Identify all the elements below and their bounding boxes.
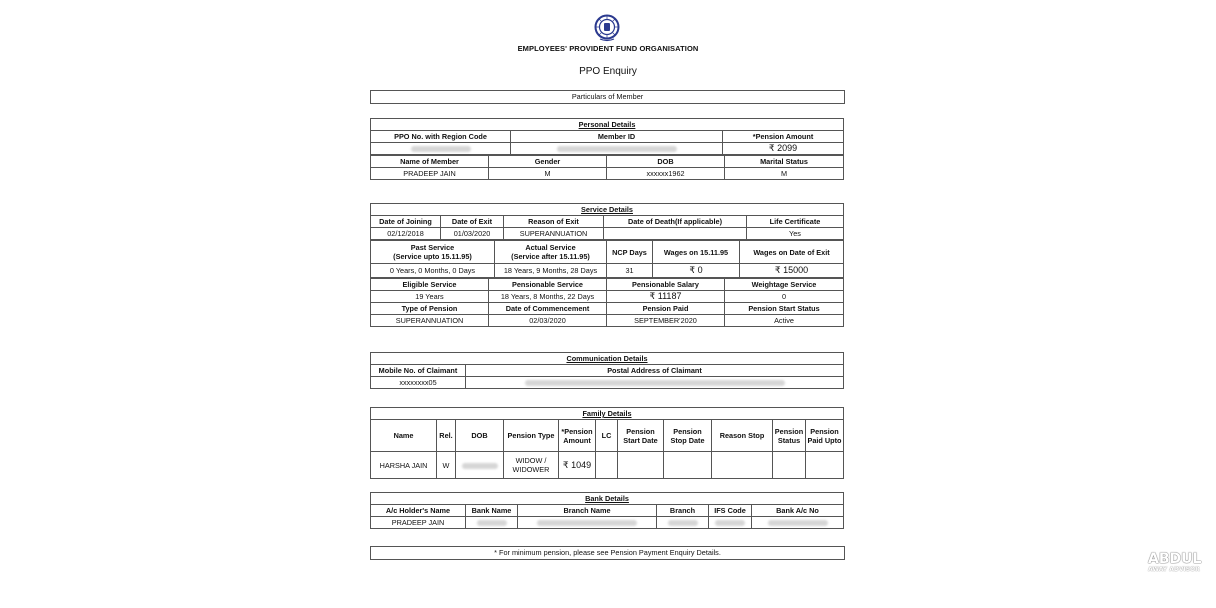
branch-header: Branch (657, 505, 709, 517)
member-gender: M (489, 168, 607, 180)
abdul-logo: ABDUL AWAY ADVISOR (1148, 551, 1202, 573)
bank-name-value (466, 517, 518, 529)
personal-details-title: Personal Details (371, 119, 844, 131)
eligible-service-value: 19 Years (371, 291, 489, 303)
family-header-cell: Pension Stop Date (664, 420, 712, 452)
start-status-header: Pension Start Status (725, 303, 844, 315)
dod-value (604, 228, 747, 240)
org-name: EMPLOYEES' PROVIDENT FUND ORGANISATION (517, 44, 699, 53)
service-details-title: Service Details (371, 204, 844, 216)
dod-header: Date of Death(If applicable) (604, 216, 747, 228)
member-id-header: Member ID (511, 131, 723, 143)
family-start-date (618, 452, 664, 479)
pensionable-salary-header: Pensionable Salary (607, 279, 725, 291)
pension-amount-header: *Pension Amount (723, 131, 844, 143)
family-header-cell: Rel. (437, 420, 456, 452)
family-header-cell: Name (371, 420, 437, 452)
reason-exit-value: SUPERANNUATION (504, 228, 604, 240)
ifs-header: IFS Code (709, 505, 752, 517)
family-details-section (370, 407, 843, 479)
family-header-cell: *Pension Amount (559, 420, 596, 452)
pension-paid-value: SEPTEMBER'2020 (607, 315, 725, 327)
doe-value: 01/03/2020 (441, 228, 504, 240)
family-header-cell: Pension Start Date (618, 420, 664, 452)
holder-header: A/c Holder's Name (371, 505, 466, 517)
name-header: Name of Member (371, 156, 489, 168)
actual-service-header: Actual Service (Service after 15.11.95) (495, 241, 607, 264)
bank-details-title: Bank Details (371, 493, 844, 505)
actual-service-value: 18 Years, 9 Months, 28 Days (495, 264, 607, 278)
family-lc (596, 452, 618, 479)
holder-value: PRADEEP JAIN (371, 517, 466, 529)
member-id-value (511, 143, 723, 155)
family-stop-date (664, 452, 712, 479)
branch-value (657, 517, 709, 529)
wages-1995-header: Wages on 15.11.95 (653, 241, 740, 264)
commencement-header: Date of Commencement (489, 303, 607, 315)
pension-amount-value: ₹ 2099 (723, 143, 844, 155)
pensionable-salary-value: ₹ 11187 (607, 291, 725, 303)
family-name: HARSHA JAIN (371, 452, 437, 479)
family-details-title: Family Details (371, 408, 844, 420)
epfo-emblem-icon (594, 14, 620, 42)
branch-name-value (518, 517, 657, 529)
account-no-header: Bank A/c No (752, 505, 844, 517)
doe-header: Date of Exit (441, 216, 504, 228)
marital-header: Marital Status (725, 156, 844, 168)
bank-name-header: Bank Name (466, 505, 518, 517)
particulars-title: Particulars of Member (370, 90, 845, 104)
pension-paid-header: Pension Paid (607, 303, 725, 315)
doj-header: Date of Joining (371, 216, 441, 228)
doj-value: 02/12/2018 (371, 228, 441, 240)
family-amount: ₹ 1049 (559, 452, 596, 479)
family-pension-type: WIDOW / WIDOWER (504, 452, 559, 479)
life-cert-value: Yes (747, 228, 844, 240)
family-paid-upto (806, 452, 844, 479)
family-header-cell: Pension Type (504, 420, 559, 452)
communication-details-section (370, 352, 843, 389)
family-rel: W (437, 452, 456, 479)
service-details-section (370, 203, 843, 327)
footnote: * For minimum pension, please see Pension Payment Enquiry Details. (370, 546, 845, 560)
communication-details-title: Communication Details (371, 353, 844, 365)
address-value (466, 377, 844, 389)
gender-header: Gender (489, 156, 607, 168)
family-status (773, 452, 806, 479)
mobile-value: xxxxxxxx05 (371, 377, 466, 389)
family-header-cell: Pension Paid Upto (806, 420, 844, 452)
member-dob: xxxxxx1962 (607, 168, 725, 180)
ppo-no-value (371, 143, 511, 155)
wages-exit-header: Wages on Date of Exit (740, 241, 844, 264)
family-header-row (371, 420, 844, 452)
family-header-cell: LC (596, 420, 618, 452)
pensionable-service-value: 18 Years, 8 Months, 22 Days (489, 291, 607, 303)
ncp-days-header: NCP Days (607, 241, 653, 264)
account-no-value (752, 517, 844, 529)
family-dob (456, 452, 504, 479)
page-title: PPO Enquiry (579, 66, 637, 77)
past-service-header: Past Service (Service upto 15.11.95) (371, 241, 495, 264)
pensionable-service-header: Pensionable Service (489, 279, 607, 291)
family-header-cell: Reason Stop (712, 420, 773, 452)
branch-name-header: Branch Name (518, 505, 657, 517)
family-header-cell: Pension Status (773, 420, 806, 452)
member-marital: M (725, 168, 844, 180)
bank-details-section (370, 492, 843, 529)
reason-exit-header: Reason of Exit (504, 216, 604, 228)
mobile-header: Mobile No. of Claimant (371, 365, 466, 377)
wages-exit-value: ₹ 15000 (740, 264, 844, 278)
ppo-no-header: PPO No. with Region Code (371, 131, 511, 143)
ifs-value (709, 517, 752, 529)
weightage-service-header: Weightage Service (725, 279, 844, 291)
start-status-value: Active (725, 315, 844, 327)
family-header-cell: DOB (456, 420, 504, 452)
dob-header: DOB (607, 156, 725, 168)
member-name: PRADEEP JAIN (371, 168, 489, 180)
ncp-days-value: 31 (607, 264, 653, 278)
weightage-service-value: 0 (725, 291, 844, 303)
commencement-value: 02/03/2020 (489, 315, 607, 327)
type-pension-value: SUPERANNUATION (371, 315, 489, 327)
eligible-service-header: Eligible Service (371, 279, 489, 291)
address-header: Postal Address of Claimant (466, 365, 844, 377)
family-reason-stop (712, 452, 773, 479)
past-service-value: 0 Years, 0 Months, 0 Days (371, 264, 495, 278)
personal-details-section (370, 118, 843, 180)
life-cert-header: Life Certificate (747, 216, 844, 228)
type-pension-header: Type of Pension (371, 303, 489, 315)
wages-1995-value: ₹ 0 (653, 264, 740, 278)
